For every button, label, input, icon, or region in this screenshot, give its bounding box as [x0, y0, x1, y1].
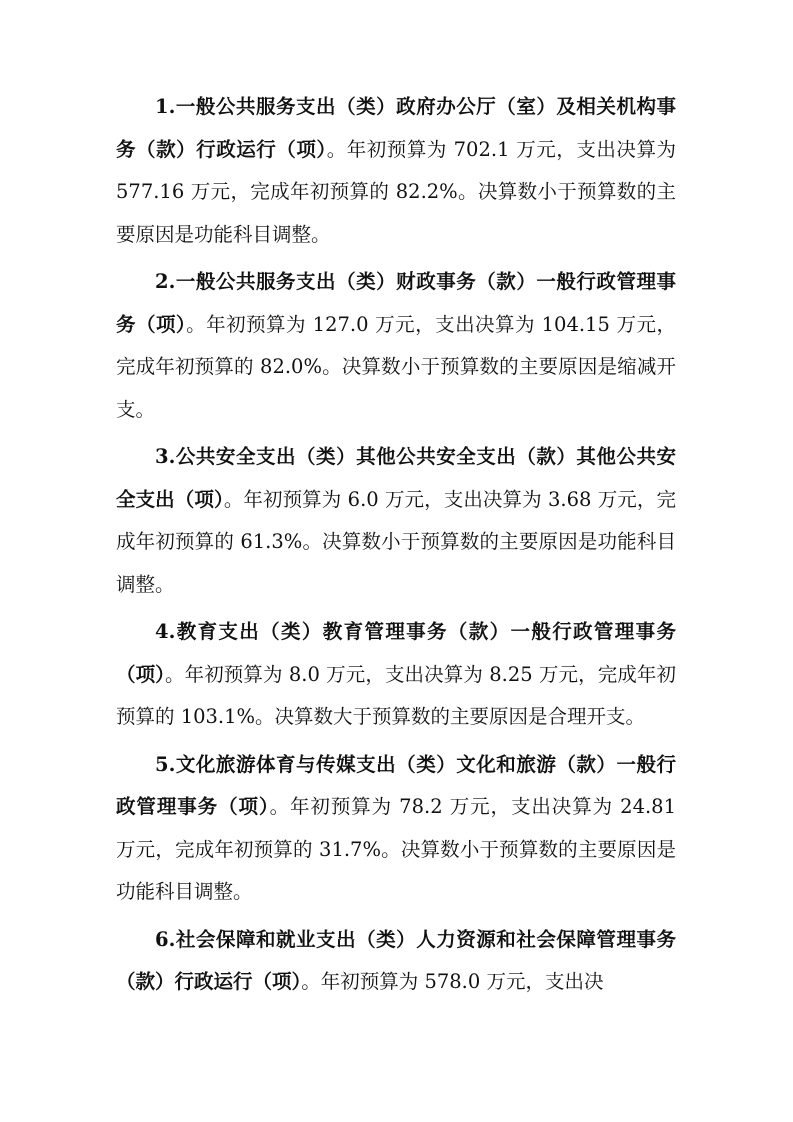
item-heading: 2.一般公共服务支出（类）财政事务（款）一般行政管理事务（项） [116, 270, 676, 336]
item-body: 。年初预算为 6.0 万元，支出决算为 3.68 万元，完成年初预算的 61.3%。决算数小于预算数的主要原因是功能科目调整。 [116, 487, 676, 596]
document-page [116, 86, 676, 1009]
item-heading: 1.一般公共服务支出（类）政府办公厅（室）及相关机构事务（款）行政运行（项） [116, 95, 676, 161]
paragraph-item-2 [116, 261, 676, 431]
paragraph-item-3 [116, 436, 676, 606]
paragraph-item-4 [116, 611, 676, 739]
item-body: 。年初预算为 78.2 万元，支出决算为 24.81 万元，完成年初预算的 31.7%。决算数小于预算数的主要原因是功能科目调整。 [116, 795, 676, 903]
item-body: 。年初预算为 702.1 万元，支出决算为 577.16 万元，完成年初预算的 82.2%。决算数小于预算数的主要原因是功能科目调整。 [116, 137, 676, 246]
item-body: 。年初预算为 578.0 万元，支出决 [301, 970, 604, 993]
paragraph-item-6 [116, 919, 676, 1004]
item-heading: 3.公共安全支出（类）其他公共安全支出（款）其他公共安全支出（项） [116, 445, 676, 511]
item-body: 。年初预算为 8.0 万元，支出决算为 8.25 万元，完成年初预算的 103.1%。决算数大于预算数的主要原因是合理开支。 [116, 662, 676, 728]
item-heading: 4.教育支出（类）教育管理事务（款）一般行政管理事务（项） [116, 620, 676, 686]
item-heading: 5.文化旅游体育与传媒支出（类）文化和旅游（款）一般行政管理事务（项） [116, 752, 676, 818]
paragraph-item-5 [116, 744, 676, 914]
item-heading: 6.社会保障和就业支出（类）人力资源和社会保障管理事务（款）行政运行（项） [116, 927, 676, 993]
paragraph-item-1 [116, 86, 676, 256]
item-body: 。年初预算为 127.0 万元，支出决算为 104.15 万元，完成年初预算的 82.0%。决算数小于预算数的主要原因是缩减开支。 [116, 312, 676, 421]
